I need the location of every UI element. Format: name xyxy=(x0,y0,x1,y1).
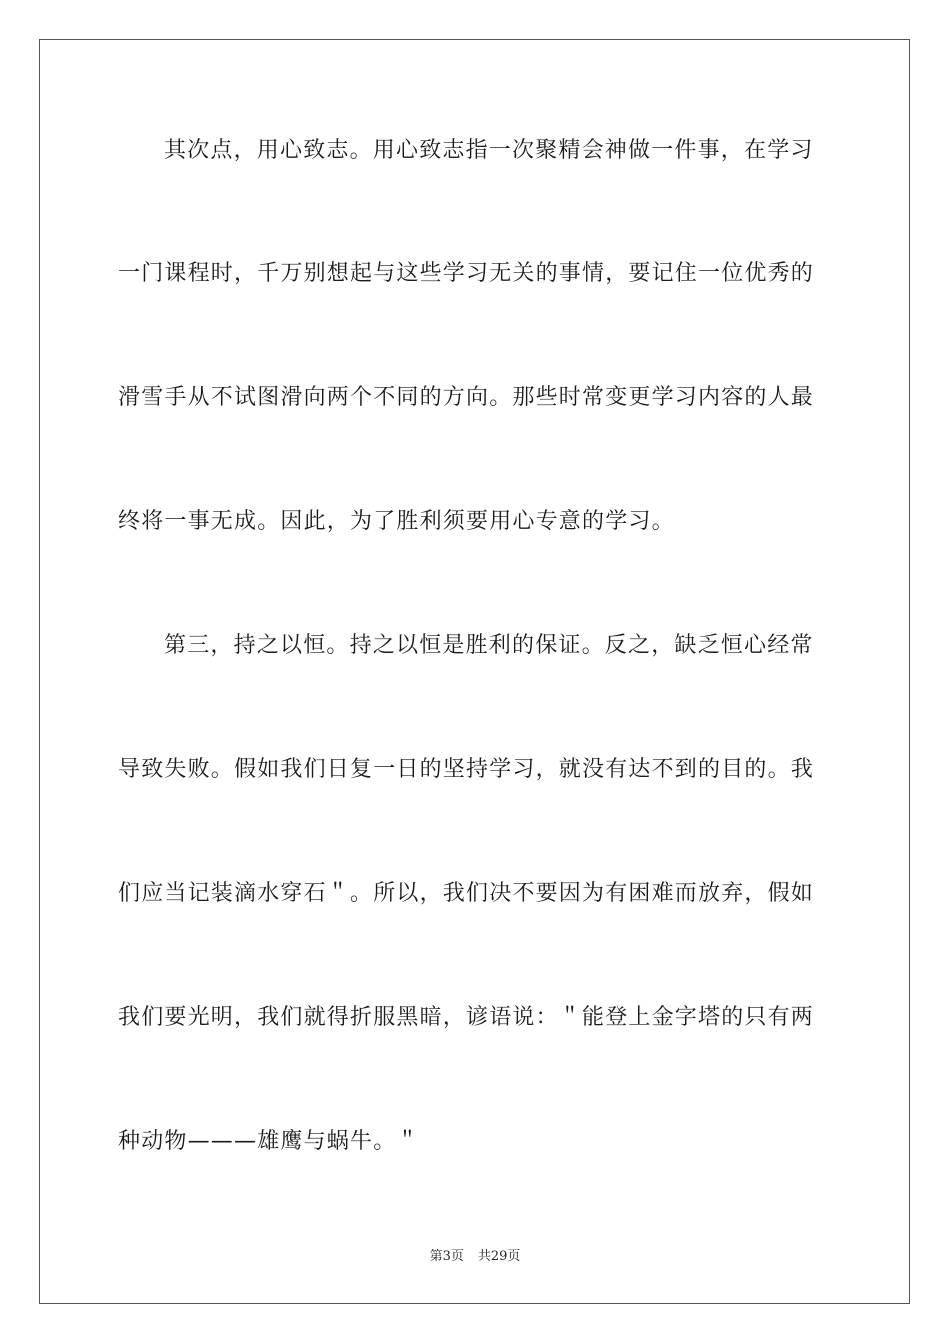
paragraph-line: 导致失败。假如我们日复一日的坚持学习，就没有达不到的目的。我 xyxy=(118,757,815,782)
paragraph-line: 终将一事无成。因此，为了胜利须要用心专意的学习。 xyxy=(118,509,675,534)
paragraph-line: 我们要光明，我们就得折服黑暗，谚语说：＂能登上金字塔的只有两 xyxy=(118,1005,815,1030)
page-number: 第3页 xyxy=(429,1249,464,1264)
paragraph-line: 一门课程时，千万别想起与这些学习无关的事情，要记住一位优秀的 xyxy=(118,261,815,286)
page-total: 共29页 xyxy=(477,1249,521,1264)
paragraph-line: 第三，持之以恒。持之以恒是胜利的保证。反之，缺乏恒心经常 xyxy=(164,633,814,658)
paragraph-line: 其次点，用心致志。用心致志指一次聚精会神做一件事，在学习 xyxy=(164,138,814,163)
paragraph-line: 滑雪手从不试图滑向两个不同的方向。那些时常变更学习内容的人最 xyxy=(118,385,815,410)
page-border xyxy=(39,39,910,1304)
paragraph-line: 种动物———雄鹰与蜗牛。＂ xyxy=(118,1129,420,1154)
page-footer xyxy=(0,1248,950,1266)
paragraph-line: 们应当记装滴水穿石＂。所以，我们决不要因为有困难而放弃，假如 xyxy=(118,881,815,906)
